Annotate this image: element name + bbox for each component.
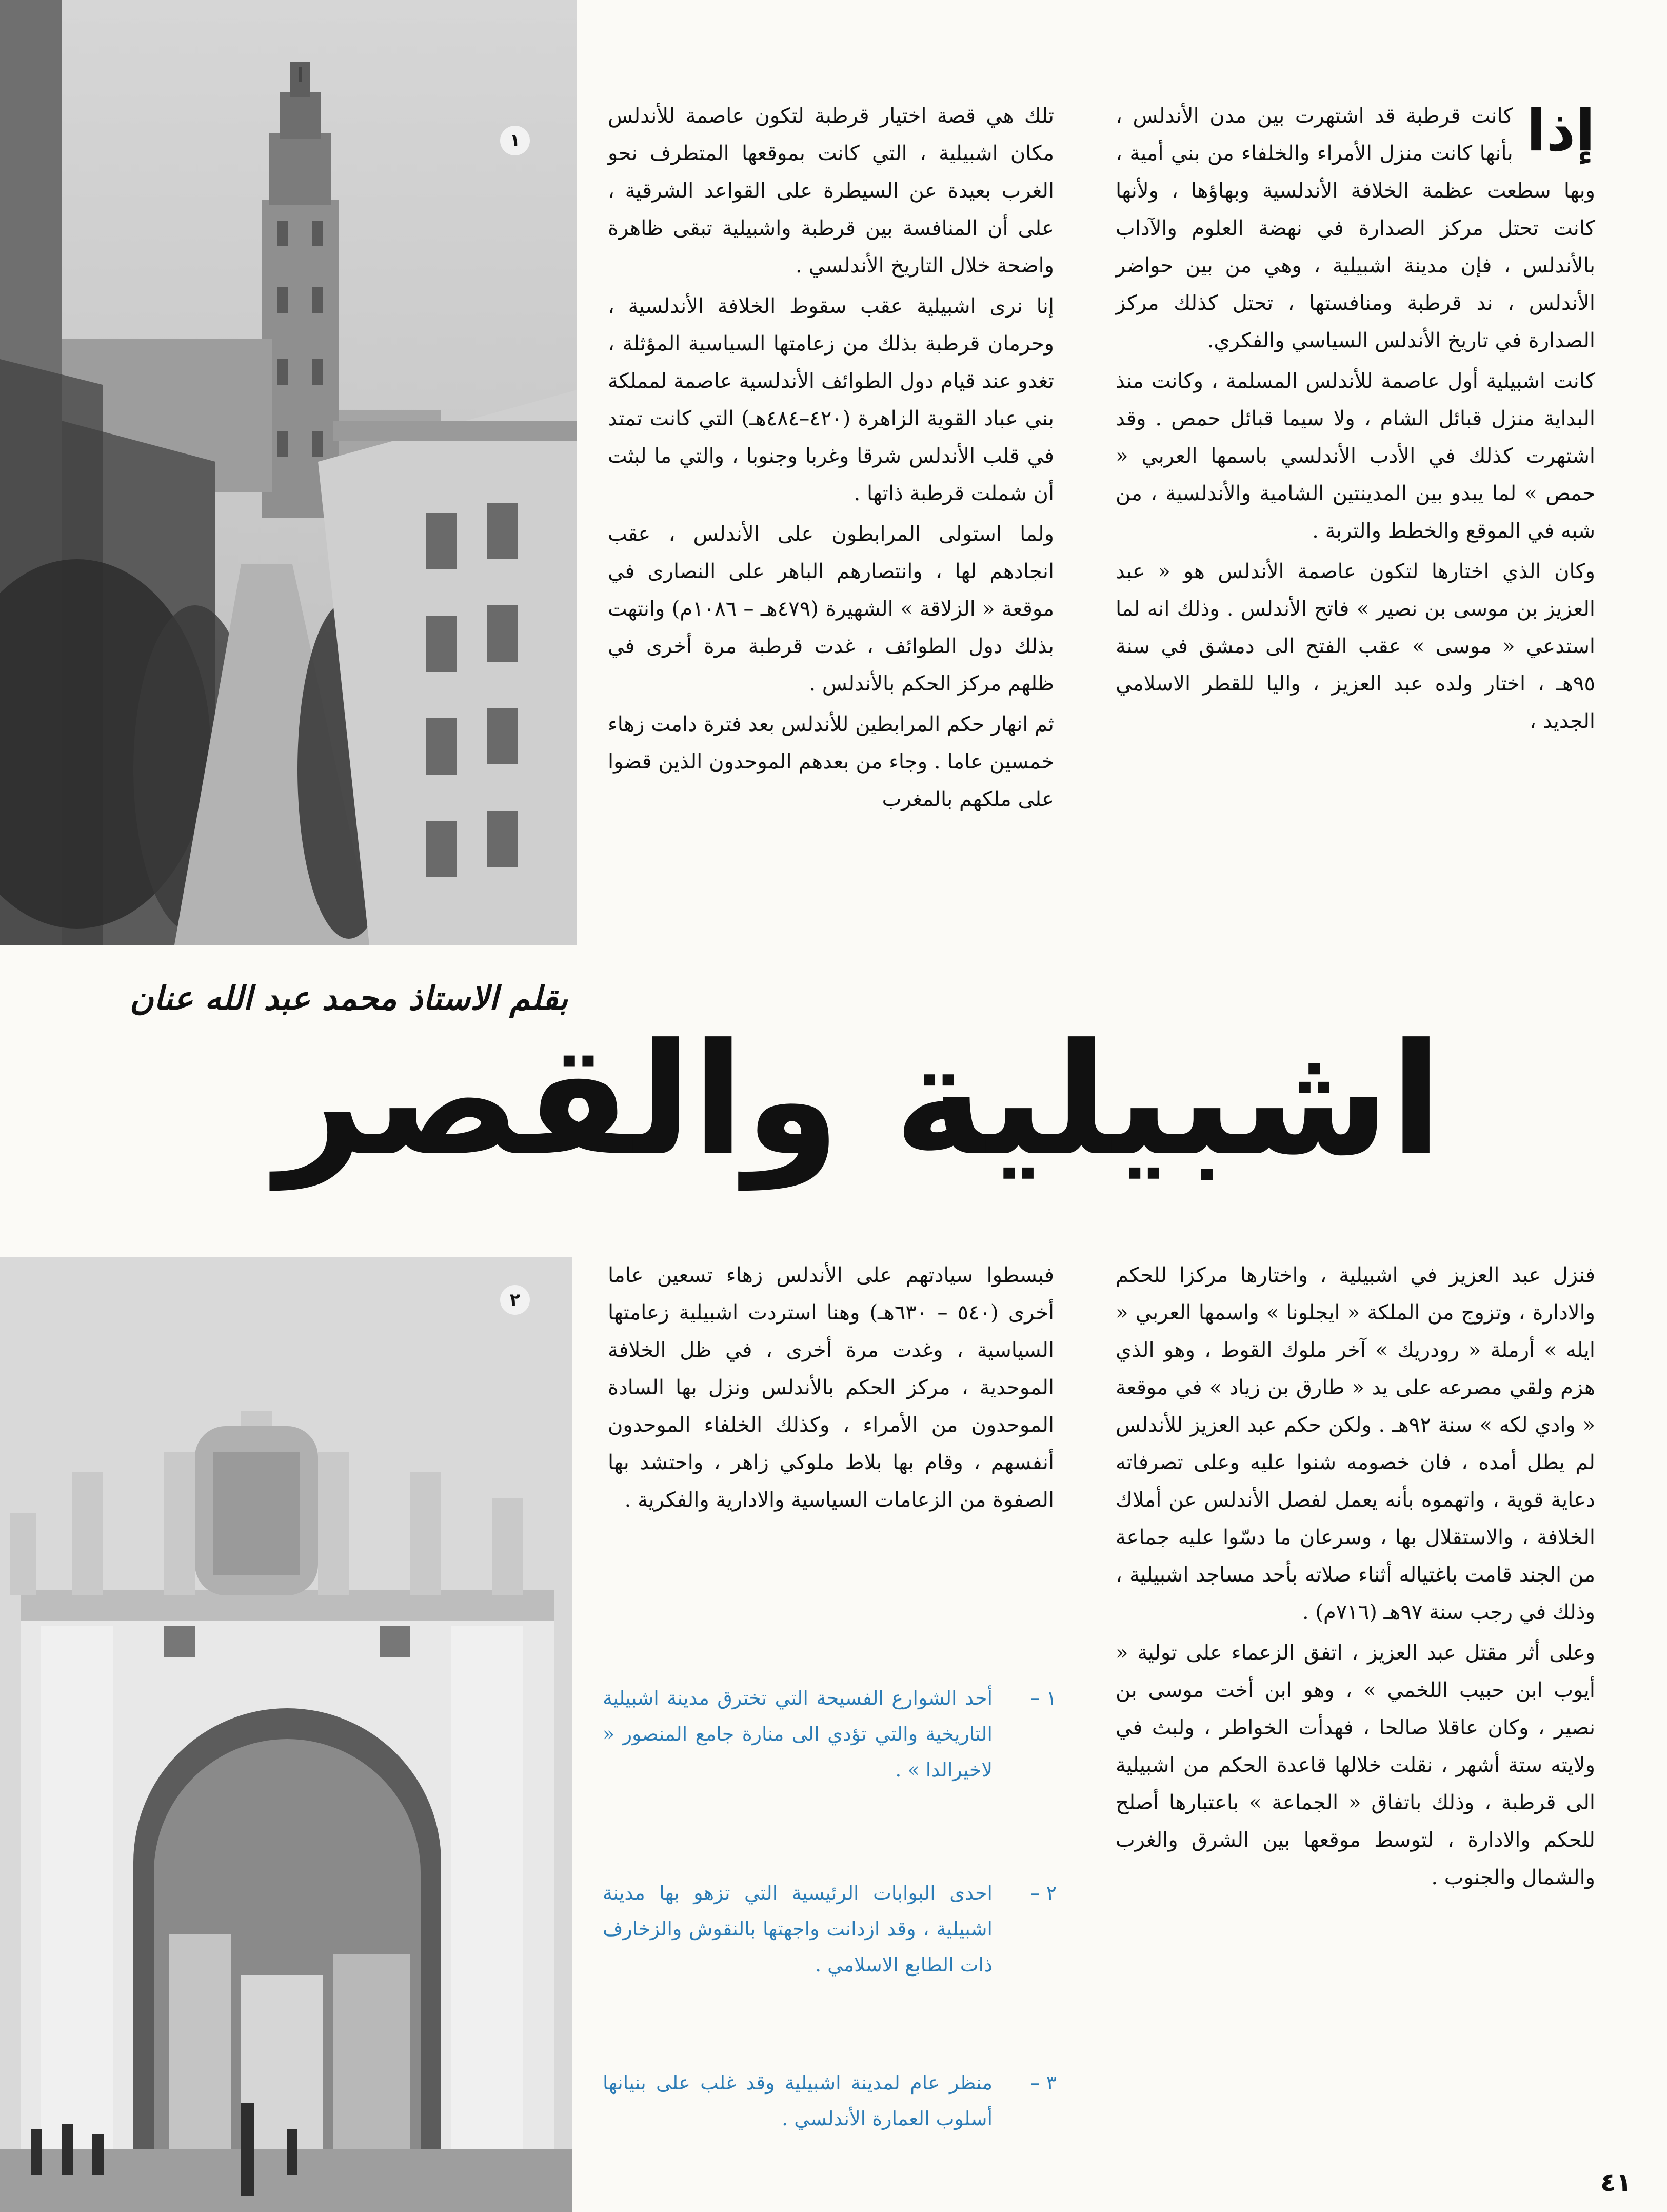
caption-1: أحد الشوارع الفسيحة التي تخترق مدينة اشبيلية التاريخية والتي تؤدي الى منارة جامع المنصور « لاخيرالدا » . (603, 1687, 993, 1781)
column-2 (608, 97, 1054, 821)
col1-paragraph-1: كانت قرطبة قد اشتهرت بين مدن الأندلس ، بأنها كانت منزل الأمراء والخلفاء من بني أمية ، وبها سطعت عظمة الخلافة الأندلسية وبهاؤها ، ولأنها كانت تحتل مركز الصدارة في نهضة العلوم والآداب بالأندلس ، فإن مدينة اشبيلية ، وهي من بين حواضر الأندلس ، ند قرطبة ومنافستها ، تحتل كذلك مركز الصدارة في تاريخ الأندلس السياسي والفكري. (1116, 104, 1595, 352)
col4-paragraph-1: فبسطوا سيادتهم على الأندلس زهاء تسعين عاما أخرى (٥٤٠ – ٦٣٠هـ) وهنا استردت اشبيلية زعامتها السياسية ، وغدت مرة أخرى ، في ظل الخلافة الموحدية ، مركز الحكم بالأندلس ونزل بها السادة الموحدون من الأمراء ، وكذلك الخلفاء الموحدون أنفسهم ، وقام بها بلاط ملوكي زاهر ، واحتشد بها الصفوة من الزعامات السياسية والادارية والفكرية . (608, 1263, 1055, 1512)
byline: بقلم الاستاذ محمد عبد الله عنان (129, 980, 568, 1018)
giralda-tower-photo (0, 0, 577, 945)
column-3 (1116, 1257, 1595, 1900)
caption-3: منظر عام لمدينة اشبيلية وقد غلب على بنيانها أسلوب العمارة الأندلسي . (603, 2071, 993, 2130)
col3-paragraph-2: وعلى أثر مقتل عبد العزيز ، اتفق الزعماء على تولية « أيوب ابن حبيب اللخمي » ، وهو ابن أخت موسى بن نصير ، وكان عاقلا صالحا ، فهدأت الخواطر ، ولبث في ولايته ستة أشهر ، نقلت خلالها قاعدة الحكم من اشبيلية الى قرطبة ، وذلك باتفاق « الجماعة » باعتبارها أصلح للحكم والادارة ، لتوسط موقعها بين الشرق والغرب والشمال والجنوب . (1116, 1641, 1595, 1889)
col2-paragraph-3: ولما استولى المرابطون على الأندلس ، عقب انجادهم لها ، وانتصارهم الباهر على النصارى في موقعة « الزلاقة » الشهيرة (٤٧٩هـ – ١٠٨٦م) وانتهت بذلك دول الطوائف ، غدت قرطبة مرة أخرى في ظلهم مركز الحكم بالأندلس . (608, 522, 1054, 696)
column-1 (1116, 97, 1595, 743)
caption-3-number: ٣ – (1030, 2071, 1057, 2094)
article-title: اشبيلية والقصر (275, 1011, 1443, 1190)
col2-paragraph-1: تلك هي قصة اختيار قرطبة لتكون عاصمة للأندلس مكان اشبيلية ، التي كانت بموقعها المتطرف نحو الغرب بعيدة عن السيطرة على القواعد الشرقية ، على أن المنافسة بين قرطبة واشبيلية تبقى ظاهرة واضحة خلال التاريخ الأندلسي . (608, 104, 1054, 278)
seville-gate-photo (0, 1257, 572, 2212)
caption-2: احدى البوابات الرئيسية التي تزهو بها مدينة اشبيلية ، وقد ازدانت واجهتها بالنقوش والزخارف ذات الطابع الاسلامي . (603, 1882, 993, 1976)
column-4 (608, 1257, 1054, 1522)
col2-paragraph-4: ثم انهار حكم المرابطين للأندلس بعد فترة دامت زهاء خمسين عاما . وجاء من بعدهم الموحدون الذين قضوا على ملكهم بالمغرب (608, 713, 1054, 811)
opening-word: إذا (1526, 97, 1595, 164)
photo-seville-gate (0, 1257, 572, 2212)
photo-number-1: ١ (500, 126, 530, 155)
caption-2-number: ٢ – (1030, 1882, 1057, 1904)
photo-giralda-street (0, 0, 577, 945)
photo-number-2: ٢ (500, 1285, 530, 1315)
col1-paragraph-2: كانت اشبيلية أول عاصمة للأندلس المسلمة ، وكانت منذ البداية منزل قبائل الشام ، ولا سيما قبائل حمص . وقد اشتهرت كذلك في الأدب الأندلسي باسمها العربي « حمص » لما يبدو بين المدينتين الشامية والأندلسية ، من شبه في الموقع والخطط والتربة . (1116, 369, 1595, 543)
caption-1-number: ١ – (1030, 1687, 1057, 1709)
col3-paragraph-1: فنزل عبد العزيز في اشبيلية ، واختارها مركزا للحكم والادارة ، وتزوج من الملكة « ايجلونا » واسمها العربي « ايله » أرملة « رودريك » آخر ملوك القوط ، وهو الذي هزم ولقي مصرعه على يد « طارق بن زياد » في موقعة « وادي لكه » سنة ٩٢هـ . ولكن حكم عبد العزيز للأندلس لم يطل أمده ، فان خصومه شنوا عليه وعلى تصرفاته دعاية قوية ، واتهموه بأنه يعمل لفصل الأندلس عن أملاك الخلافة ، والاستقلال بها ، وسرعان ما دسّوا عليه جماعة من الجند قامت باغتياله أثناء صلاته بأحد مساجد اشبيلية ، وذلك في رجب سنة ٩٧هـ (٧١٦م) . (1116, 1263, 1596, 1624)
page-number: ٤١ (1600, 2167, 1632, 2197)
col2-paragraph-2: إنا نرى اشبيلية عقب سقوط الخلافة الأندلسية ، وحرمان قرطبة بذلك من زعامتها السياسية المؤثلة ، تغدو عند قيام دول الطوائف الأندلسية عاصمة لمملكة بني عباد القوية الزاهرة (٤٢٠–٤٨٤هـ) التي كانت تمتد في قلب الأندلس شرقا وغربا وجنوبا ، والتي ما لبثت أن شملت قرطبة ذاتها . (608, 294, 1054, 505)
col1-paragraph-3: وكان الذي اختارها لتكون عاصمة الأندلس هو « عبد العزيز بن موسى بن نصير » فاتح الأندلس . وذلك انه لما استدعي « موسى » عقب الفتح الى دمشق في سنة ٩٥هـ ، اختار ولده عبد العزيز ، واليا للقطر الاسلامي الجديد ، (1116, 560, 1595, 733)
